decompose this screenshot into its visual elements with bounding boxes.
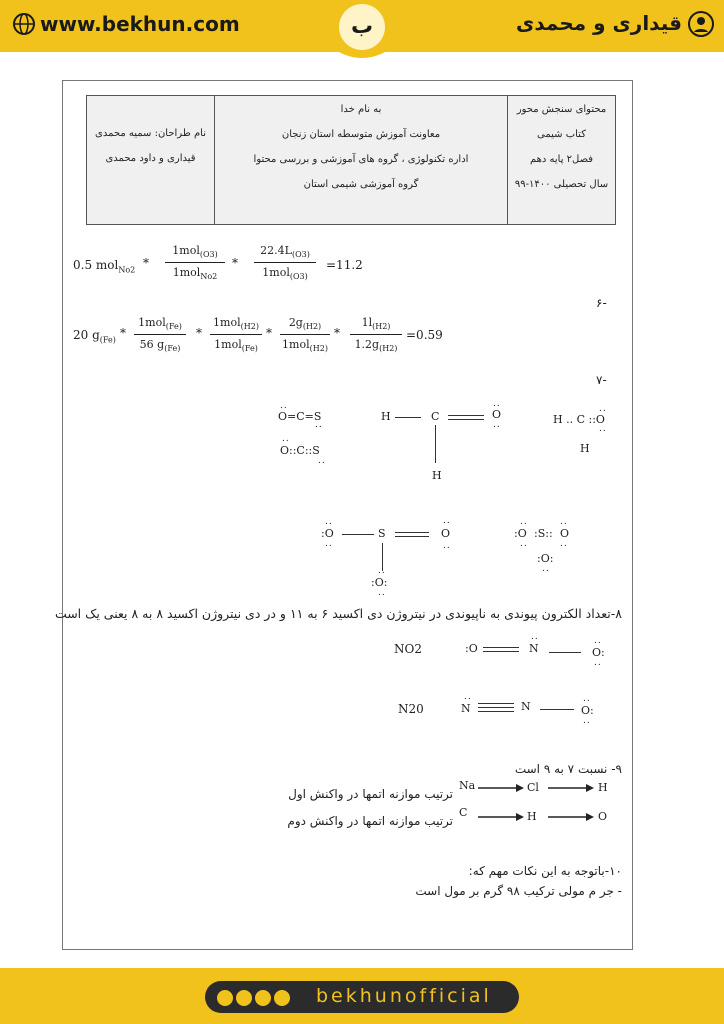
lone-pair-dots: .. — [443, 516, 451, 526]
lone-pair-dots: .. — [520, 517, 528, 527]
q6-times: * — [266, 326, 272, 340]
course-line: سال تحصیلی ۱۴۰۰-۹۹ — [514, 179, 609, 190]
single-bond — [342, 534, 374, 535]
atom-n: N — [529, 642, 539, 655]
designers-cell — [87, 96, 215, 225]
single-bond — [540, 709, 574, 710]
lone-pair-dots: .. — [583, 694, 591, 704]
bekhun-logo: ب — [339, 4, 385, 50]
lewis-formaldehyde: H .. C ::O — [553, 413, 605, 426]
lone-pair-dots: .. — [325, 539, 333, 549]
atom-o: O — [560, 527, 570, 540]
single-bond — [395, 417, 421, 418]
atom-s: :S:: — [534, 527, 553, 540]
atom-o: :O: — [537, 552, 554, 565]
q6-fraction-3: $2g_{(H2)}$ 1mol$_{(H2)}$ — [280, 316, 330, 353]
lone-pair-dots: .. — [325, 517, 333, 527]
org-line: گروه آموزشی شیمی استان — [303, 179, 419, 190]
lone-pair-dots: .. — [594, 636, 602, 646]
q6-times: * — [196, 326, 202, 340]
atom-s: S — [378, 527, 386, 540]
atom-h: H — [580, 442, 590, 455]
double-bond — [395, 536, 429, 537]
element-cl: Cl — [527, 781, 539, 794]
atom-n: N — [461, 702, 471, 715]
eq1-times: * — [232, 256, 238, 270]
instagram-icon[interactable] — [217, 990, 233, 1006]
header-table — [86, 95, 616, 225]
element-c: C — [459, 806, 468, 819]
aparat-icon[interactable] — [274, 990, 290, 1006]
eq1-start: 0.5 mol$_{No2}$ — [73, 258, 136, 275]
course-line: محتوای سنجش محور — [516, 104, 607, 115]
youtube-icon[interactable] — [236, 990, 252, 1006]
q6-fraction-4: $\frac{1l_{(H2)}}{1.2g_{(H2)}}$ — [350, 316, 402, 353]
atom-o: O — [492, 408, 502, 421]
element-h: H — [598, 781, 608, 794]
triple-bond — [478, 711, 514, 712]
telegram-icon[interactable] — [255, 990, 271, 1006]
q10-item: - جر م مولی ترکیب ۹۸ گرم بر مول است — [415, 884, 622, 898]
atom-o: :O — [465, 642, 478, 655]
no2-label: NO2 — [394, 642, 422, 656]
designer-line: قیداری و داود محمدی — [105, 153, 196, 164]
social-handle[interactable]: bekhunofficial — [316, 985, 492, 1007]
site-url[interactable]: www.bekhun.com — [40, 12, 240, 36]
course-line: فصل۲ پایه دهم — [529, 154, 594, 165]
atom-n: N — [521, 700, 531, 713]
atom-o: :O — [514, 527, 527, 540]
course-line: کتاب شیمی — [537, 129, 586, 140]
q9-title: ۹- نسبت ۷ به ۹ است — [514, 762, 622, 776]
course-info-cell — [508, 96, 616, 225]
q7-label: -۷ — [596, 373, 607, 387]
lone-pair-dots: .. — [493, 399, 501, 409]
q6-fraction-2: 1mol$_{(H2)}$ 1mol$_{(Fe)}$ — [210, 316, 262, 353]
eq1-fraction-1: 1mol$_{(O3)}$ 1mol$_{No2}$ — [165, 244, 225, 281]
n2o-label: N20 — [398, 702, 424, 716]
double-bond — [483, 651, 519, 652]
q6-times: * — [334, 326, 340, 340]
globe-icon — [12, 12, 36, 36]
eq1-times: * — [143, 256, 149, 270]
lone-pair-dots: .. — [599, 424, 607, 434]
atom-o: O: — [581, 704, 594, 717]
designer-line: نام طراحان: سمیه محمدی — [95, 128, 206, 139]
eq1-fraction-2: $22.4L_{(O3)}$ 1mol$_{(O3)}$ — [254, 244, 316, 281]
lone-pair-dots: .. — [464, 692, 472, 702]
org-line: به نام خدا — [340, 104, 382, 115]
q9-row1-text: ترتیب موازنه اتمها در واکنش اول — [288, 787, 453, 801]
lone-pair-dots: .. — [583, 716, 591, 726]
lone-pair-dots: .. — [594, 658, 602, 668]
double-bond — [483, 647, 519, 648]
org-line: معاونت آموزش متوسطه استان زنجان — [281, 129, 441, 140]
q6-times: * — [120, 326, 126, 340]
author-brand: قیداری و محمدی — [516, 11, 682, 35]
lone-pair-dots: .. — [531, 632, 539, 642]
atom-c: C — [431, 410, 440, 423]
triple-bond — [478, 703, 514, 704]
q9-row2-text: ترتیب موازنه اتمها در واکنش دوم — [287, 814, 453, 828]
q6-label: -۶ — [596, 296, 607, 310]
triple-bond — [478, 707, 514, 708]
lone-pair-dots: .. — [318, 456, 326, 466]
atom-o: O — [441, 527, 451, 540]
eq1-result: =11.2 — [326, 258, 363, 272]
lone-pair-dots: .. — [560, 539, 568, 549]
q8-text: ۸-تعداد الکترون پیوندی به ناپیوندی در نیتروژن دی اکسید ۶ به ۱۱ و در دی نیتروژن اکسید ۸ به ۸ یعنی یک است — [54, 606, 622, 621]
lone-pair-dots: .. — [520, 539, 528, 549]
lone-pair-dots: .. — [599, 404, 607, 414]
atom-o: :O — [321, 527, 334, 540]
lone-pair-dots: .. — [493, 420, 501, 430]
q6-result: =0.59 — [406, 328, 443, 342]
element-na: Na — [459, 779, 476, 792]
organization-cell — [215, 96, 508, 225]
lone-pair-dots: .. — [378, 588, 386, 598]
single-bond — [549, 652, 581, 653]
q6-fraction-1: 1mol$_{(Fe)}$ 56 $g_{(Fe)}$ — [134, 316, 186, 353]
org-line: اداره تکنولوژی ، گروه های آموزشی و بررسی محتوا — [253, 154, 469, 165]
lone-pair-dots: .. — [280, 401, 288, 411]
element-h: H — [527, 810, 537, 823]
atom-h: H — [381, 410, 391, 423]
q10-title: ۱۰-باتوجه به این نکات مهم که: — [468, 864, 622, 878]
q6-start: 20 $g_{(Fe)}$ — [73, 328, 116, 345]
lone-pair-dots: .. — [542, 564, 550, 574]
lone-pair-dots: .. — [282, 434, 290, 444]
ocs-structure-1: O=C=S — [278, 410, 322, 423]
double-bond — [395, 532, 429, 533]
arrow-icon — [478, 783, 598, 793]
double-bond — [448, 419, 484, 420]
ocs-structure-2: O::C::S — [280, 444, 320, 457]
lone-pair-dots: .. — [315, 420, 323, 430]
lone-pair-dots: .. — [443, 541, 451, 551]
double-bond — [448, 415, 484, 416]
atom-o: :O: — [371, 576, 388, 589]
social-icons — [217, 990, 290, 1006]
atom-h: H — [432, 469, 442, 482]
user-icon — [688, 11, 714, 37]
atom-o: O: — [592, 646, 605, 659]
element-o: O — [598, 810, 608, 823]
lone-pair-dots: .. — [378, 566, 386, 576]
lone-pair-dots: .. — [560, 517, 568, 527]
arrow-icon — [478, 812, 598, 822]
single-bond — [435, 425, 436, 463]
